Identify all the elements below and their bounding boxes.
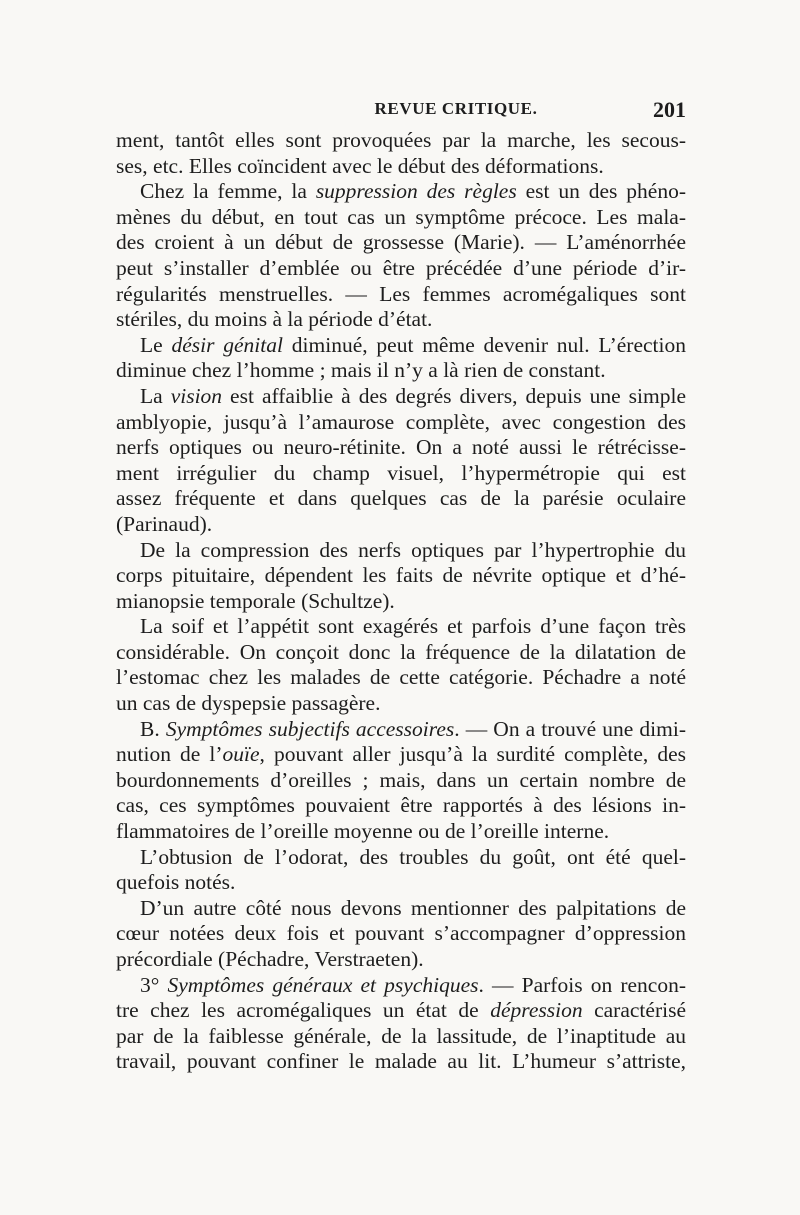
text-line: La soif et l’appétit sont exagérés et parfois d’une façon très (140, 614, 686, 639)
body-text (116, 128, 686, 1075)
text-line: Chez la femme, la suppression des règles est un des phéno- (140, 179, 686, 204)
text-line: De la compression des nerfs optiques par l’hypertrophie du (140, 537, 686, 562)
text-line: stériles, du moins à la période d’état. (116, 307, 433, 332)
text-line: D’un autre côté nous devons mentionner des palpitations de (140, 895, 686, 920)
text-line: précordiale (Péchadre, Verstraeten). (116, 947, 424, 971)
text-line: cœur notées deux fois et pouvant s’accompagner d’oppression (116, 921, 686, 946)
text-line: par de la faiblesse générale, de la lassitude, de l’inaptitude au (116, 1023, 686, 1048)
text-line: ses, etc. Elles coïncident avec le début des déformations. (116, 153, 604, 178)
page-number: 201 (653, 97, 686, 122)
text-line: 3° Symptômes généraux et psychiques. — Parfois on rencon- (140, 972, 686, 997)
running-title: REVUE CRITIQUE. (374, 99, 538, 118)
text-line: quefois notés. (116, 870, 236, 895)
text-line: La vision est affaiblie à des degrés divers, depuis une simple (140, 383, 686, 408)
text-line: un cas de dyspepsie passagère. (116, 691, 381, 716)
text-line: diminue chez l’homme ; mais il n’y a là rien de constant. (116, 358, 606, 383)
text-line: nerfs optiques ou neuro-rétinite. On a noté aussi le rétrécisse- (116, 435, 686, 460)
text-line: amblyopie, jusqu’à l’amaurose complète, avec congestion des (116, 409, 686, 434)
text-line: ment, tantôt elles sont provoquées par la marche, les secous- (116, 128, 686, 152)
text-line: Le désir génital diminué, peut même devenir nul. L’érection (140, 332, 686, 357)
text-line: des croient à un début de grossesse (Marie). — L’aménorrhée (116, 230, 686, 255)
text-line: assez fréquente et dans quelques cas de la parésie oculaire (116, 486, 686, 511)
text-line: l’estomac chez les malades de cette catégorie. Péchadre a noté (116, 665, 686, 690)
text-line: considérable. On conçoit donc la fréquence de la dilatation de (116, 639, 686, 664)
text-line: cas, ces symptômes pouvaient être rapportés à des lésions in- (116, 793, 686, 818)
text-line: bourdonnements d’oreilles ; mais, dans un certain nombre de (116, 767, 686, 792)
text-line: régularités menstruelles. — Les femmes acromégaliques sont (116, 281, 686, 306)
text-line: corps pituitaire, dépendent les faits de névrite optique et d’hé- (116, 563, 686, 588)
running-header (116, 97, 686, 127)
text-line: peut s’installer d’emblée ou être précédée d’une période d’ir- (116, 255, 686, 280)
text-line: B. Symptômes subjectifs accessoires. — On a trouvé une dimi- (140, 716, 687, 741)
text-line: mianopsie temporale (Schultze). (116, 588, 395, 613)
text-line: nution de l’ouïe, pouvant aller jusqu’à la surdité complète, des (116, 742, 686, 767)
text-line: ment irrégulier du champ visuel, l’hypermétropie qui est (116, 460, 686, 485)
text-line: L’obtusion de l’odorat, des troubles du goût, ont été quel- (140, 844, 686, 869)
text-line: mènes du début, en tout cas un symptôme précoce. Les mala- (116, 204, 686, 229)
text-line: travail, pouvant confiner le malade au lit. L’humeur s’attriste, (116, 1049, 686, 1074)
text-line: (Parinaud). (116, 511, 213, 536)
text-line: flammatoires de l’oreille moyenne ou de l’oreille interne. (116, 819, 610, 844)
text-line: tre chez les acromégaliques un état de dépression caractérisé (116, 998, 686, 1023)
